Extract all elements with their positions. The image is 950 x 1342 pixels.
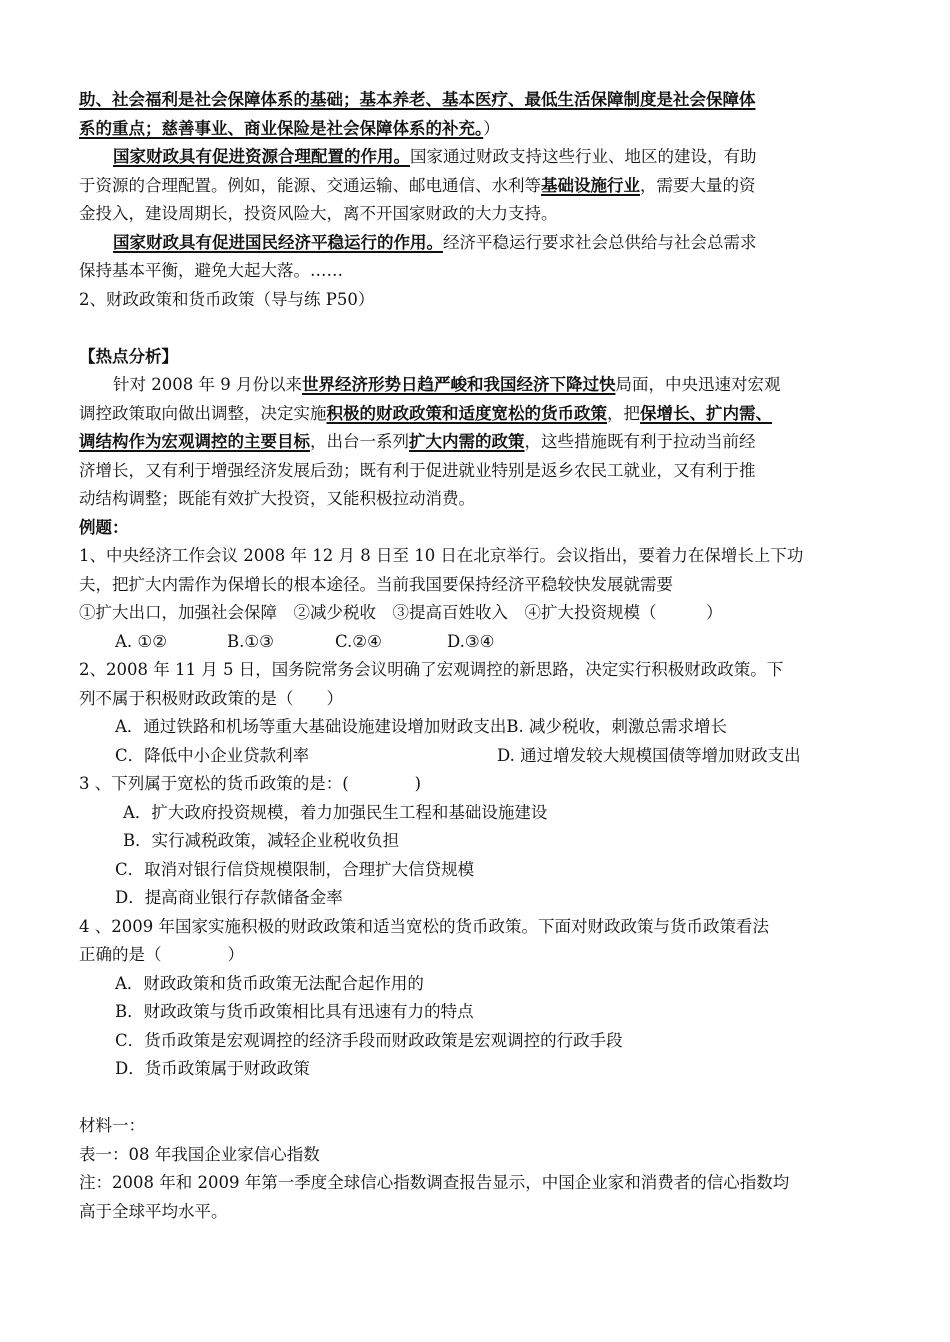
hot-keyword-1: 世界经济形势日趋严峻和我国经济下降过快	[301, 375, 616, 394]
blank-line-2	[79, 1084, 879, 1113]
q2-option-b: B. 减少税收，刺激总需求增长	[506, 717, 728, 736]
q1-line-3: ①扩大出口，加强社会保障 ②减少税收 ③提高百姓收入 ④扩大投资规模（ ）	[79, 603, 723, 622]
q2-options-cd	[79, 742, 879, 771]
p2-line-2	[79, 257, 879, 286]
p0-text-1: 助、社会福利是社会保障体系的基础；基本养老、基本医疗、最低生活保障制度是社会保障体	[79, 90, 756, 109]
table-title: 表一：08 年我国企业家信心指数	[79, 1144, 320, 1164]
p1-text-2a: 于资源的合理配置。例如，能源、交通运输、邮电通信、水利等	[79, 175, 541, 195]
note-line-1: 注：2008 年和 2009 年第一季度全球信心指数调查报告显示，中国企业家和消费者的信心指数均	[79, 1173, 790, 1192]
q2-option-d: D. 通过增发较大规模国债等增加财政支出	[497, 745, 801, 765]
q1-line-1: 1、中央经济工作会议 2008 年 12 月 8 日至 10 日在北京举行。会议指出，要着力在保增长上下功	[79, 546, 804, 565]
hot-text-2c: ，把	[607, 403, 640, 423]
q4-option-b: B．财政政策与货币政策相比具有迅速有力的特点	[115, 1002, 474, 1021]
q2-line-2: 列不属于积极财政政策的是（ ）	[79, 688, 343, 708]
hot-line-3	[79, 428, 879, 457]
q3-option-a: A．扩大政府投资规模，着力加强民生工程和基础设施建设	[123, 802, 548, 822]
q4-line-2: 正确的是（ ）	[79, 945, 244, 964]
q2-option-c: C．降低中小企业贷款利率	[115, 745, 310, 765]
hot-text-3d: ，这些措施既有利于拉动当前经	[524, 432, 756, 451]
hot-line-2	[79, 400, 879, 429]
p0-close-paren: ）	[483, 118, 500, 138]
q2-option-a: A．通过铁路和机场等重大基础设施建设增加财政支出	[115, 717, 507, 736]
hot-text-1a: 针对 2008 年 9 月份以来	[113, 375, 302, 394]
hot-text-1c: 局面，中央迅速对宏观	[615, 375, 781, 394]
q3-option-c: C．取消对银行信贷规模限制，合理扩大信贷规模	[115, 859, 475, 879]
note-line-2: 高于全球平均水平。	[79, 1201, 228, 1221]
q3-option-b: B．实行减税政策，减轻企业税收负担	[123, 831, 400, 850]
p1-keyword: 基础设施行业	[541, 175, 640, 195]
q4-line-1: 4 、2009 年国家实施积极的财政政策和适当宽松的货币政策。下面对财政政策与货币政策看法	[79, 916, 769, 936]
hot-keyword-2: 积极的财政政策和适度宽松的货币政策	[326, 403, 607, 423]
q4-option-a: A．财政政策和货币政策无法配合起作用的	[115, 973, 424, 993]
hot-text-3b: ，出台一系列	[310, 432, 409, 451]
hot-keyword-4: 调结构作为宏观调控的主要目标	[79, 432, 310, 451]
p1-line-2	[79, 172, 879, 201]
q4-option-d: D．货币政策属于财政政策	[115, 1059, 310, 1078]
q1-option-a: A. ①②	[115, 631, 167, 651]
hot-line-4: 济增长，又有利于增强经济发展后劲；既有利于促进就业特别是返乡农民工就业，又有利于推	[79, 460, 756, 480]
p2-text-2: 保持基本平衡，避免大起大落。……	[79, 261, 343, 280]
p1-line-3	[79, 200, 879, 229]
q1-options	[79, 628, 879, 657]
p2-text-1: 经济平稳运行要求社会总供给与社会总需求	[443, 232, 757, 252]
q3-line-1: 3 、下列属于宽松的货币政策的是：( )	[79, 774, 422, 793]
hot-line-5: 动结构调整；既能有效扩大投资，又能积极拉动消费。	[79, 489, 475, 508]
hot-text-2a: 调控政策取向做出调整，决定实施	[79, 403, 327, 423]
hot-keyword-3: 保增长、扩内需、	[640, 403, 772, 423]
q2-options-ab	[79, 713, 879, 742]
hot-line-1	[79, 371, 879, 400]
p1-text-2c: ，需要大量的资	[640, 175, 756, 195]
q1-line-2: 夫，把扩大内需作为保增长的根本途径。当前我国要保持经济平稳较快发展就需要	[79, 574, 673, 594]
examples-title: 例题：	[79, 517, 129, 537]
p1-text-3: 金投入，建设周期长，投资风险大，离不开国家财政的大力支持。	[79, 204, 558, 223]
hot-analysis-title: 【热点分析】	[79, 346, 178, 366]
p1-text-1: 国家通过财政支持这些行业、地区的建设，有助	[410, 147, 757, 166]
q1-option-c: C.②④	[335, 631, 382, 651]
material-title: 材料一：	[79, 1116, 145, 1135]
q1-option-d: D.③④	[447, 631, 495, 651]
document-page	[79, 86, 879, 1226]
blank-line	[79, 314, 879, 343]
p0-line-2	[79, 115, 879, 144]
p2-heading: 国家财政具有促进国民经济平稳运行的作用。	[113, 232, 443, 252]
p0-line-1	[79, 86, 879, 115]
q3-option-d: D．提高商业银行存款储备金率	[115, 888, 343, 907]
p1-line-1	[79, 143, 879, 172]
q4-option-c: C．货币政策是宏观调控的经济手段而财政政策是宏观调控的行政手段	[115, 1030, 623, 1050]
p0-text-2: 系的重点；慈善事业、商业保险是社会保障体系的补充。	[79, 118, 484, 138]
hot-keyword-5: 扩大内需的政策	[409, 432, 525, 451]
p1-heading: 国家财政具有促进资源合理配置的作用。	[113, 147, 410, 166]
q2-line-1: 2、2008 年 11 月 5 日，国务院常务会议明确了宏观调控的新思路，决定实行积极财政政策。下	[79, 660, 784, 679]
item-2-heading: 2、财政政策和货币政策（导与练 P50）	[79, 289, 375, 309]
q1-option-b: B.①③	[227, 631, 274, 651]
p2-line-1	[79, 229, 879, 258]
